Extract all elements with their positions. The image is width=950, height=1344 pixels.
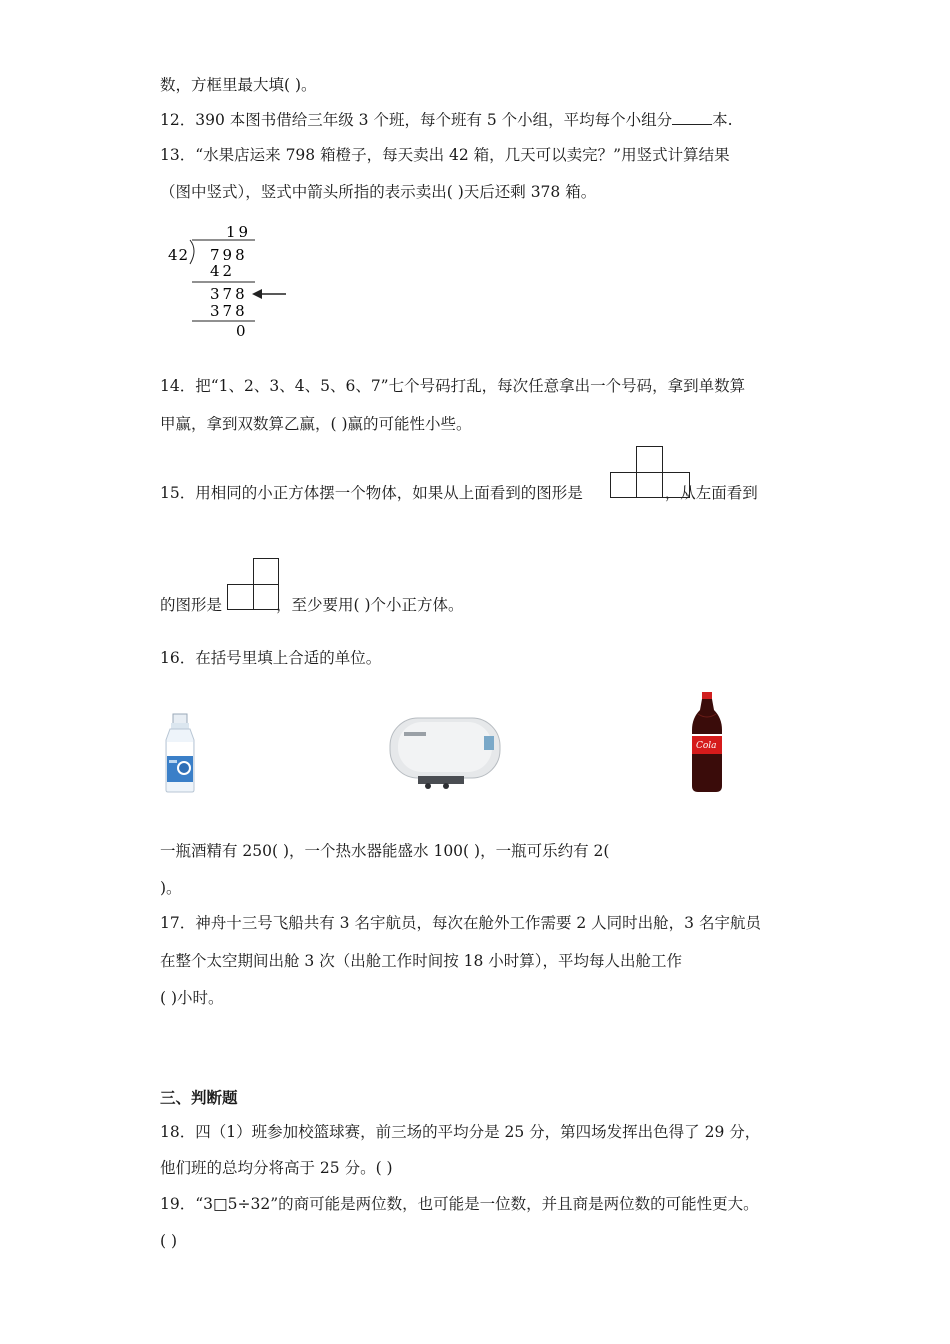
q17-line-3: ( )小时。 — [160, 989, 224, 1007]
q15-text-3: 的图形是 — [160, 596, 223, 614]
q17-line-2: 在整个太空期间出舱 3 次（出舱工作时间按 18 小时算），平均每人出舱工作 — [160, 952, 683, 970]
q15-text-2: ，从左面看到 — [664, 484, 758, 502]
q16-line-3: )。 — [160, 879, 182, 897]
section-title-judgement: 三、判断题 — [160, 1088, 238, 1107]
q12-blank[interactable] — [672, 110, 712, 125]
svg-text:Cola: Cola — [696, 741, 717, 751]
q15-text-4: ，至少要用( )个小正方体。 — [276, 596, 464, 614]
q13-line-2: （图中竖式），竖式中箭头所指的表示卖出( )天后还剩 378 箱。 — [160, 183, 597, 201]
division-step2: 378 — [210, 285, 248, 303]
left-view-figure — [227, 558, 279, 610]
q12-tail: 本. — [712, 111, 733, 129]
q12-line — [160, 110, 733, 130]
division-step1: 42 — [210, 262, 236, 280]
water-heater-image — [388, 712, 502, 792]
q17-line-1: 17．神舟十三号飞船共有 3 名宇航员，每次在舱外工作需要 2 人同时出舱，3 名宇航员 — [160, 914, 761, 932]
division-remainder: 0 — [236, 322, 246, 340]
q19-line-1: 19．“3□5÷32”的商可能是两位数，也可能是一位数，并且商是两位数的可能性更大。 — [160, 1195, 759, 1213]
q16-line-2: 一瓶酒精有 250( )，一个热水器能盛水 100( )，一瓶可乐约有 2( — [160, 842, 610, 860]
long-division-figure — [160, 220, 300, 340]
q14-line-1: 14．把“1、2、3、4、5、6、7”七个号码打乱，每次任意拿出一个号码，拿到单数算 — [160, 377, 746, 395]
q15-text-1: 15．用相同的小正方体摆一个物体，如果从上面看到的图形是 — [160, 484, 583, 502]
division-divisor: 42 — [168, 246, 190, 264]
q18-line-2: 他们班的总均分将高于 25 分。( ) — [160, 1159, 393, 1177]
alcohol-bottle-image — [160, 712, 200, 794]
q16-line: 16．在括号里填上合适的单位。 — [160, 649, 382, 667]
q18-line-1: 18．四（1）班参加校篮球赛，前三场的平均分是 25 分，第四场发挥出色得了 29 分， — [160, 1123, 761, 1141]
q15-line-2 — [160, 595, 464, 615]
division-step3: 378 — [210, 302, 248, 320]
q14-line-2: 甲赢，拿到双数算乙赢，( )赢的可能性小些。 — [160, 415, 472, 433]
top-view-figure — [610, 446, 690, 498]
q11-tail: 数，方框里最大填( )。 — [160, 76, 317, 94]
q19-line-2: ( ) — [160, 1232, 178, 1250]
cola-bottle-image — [688, 690, 726, 794]
division-dividend: 798 — [210, 246, 248, 264]
division-quotient: 19 — [226, 223, 252, 241]
q13-line-1: 13．“水果店运来 798 箱橙子，每天卖出 42 箱，几天可以卖完？”用竖式计算结果 — [160, 146, 730, 164]
q12-text: 12．390 本图书借给三年级 3 个班，每个班有 5 个小组，平均每个小组分 — [160, 111, 673, 129]
